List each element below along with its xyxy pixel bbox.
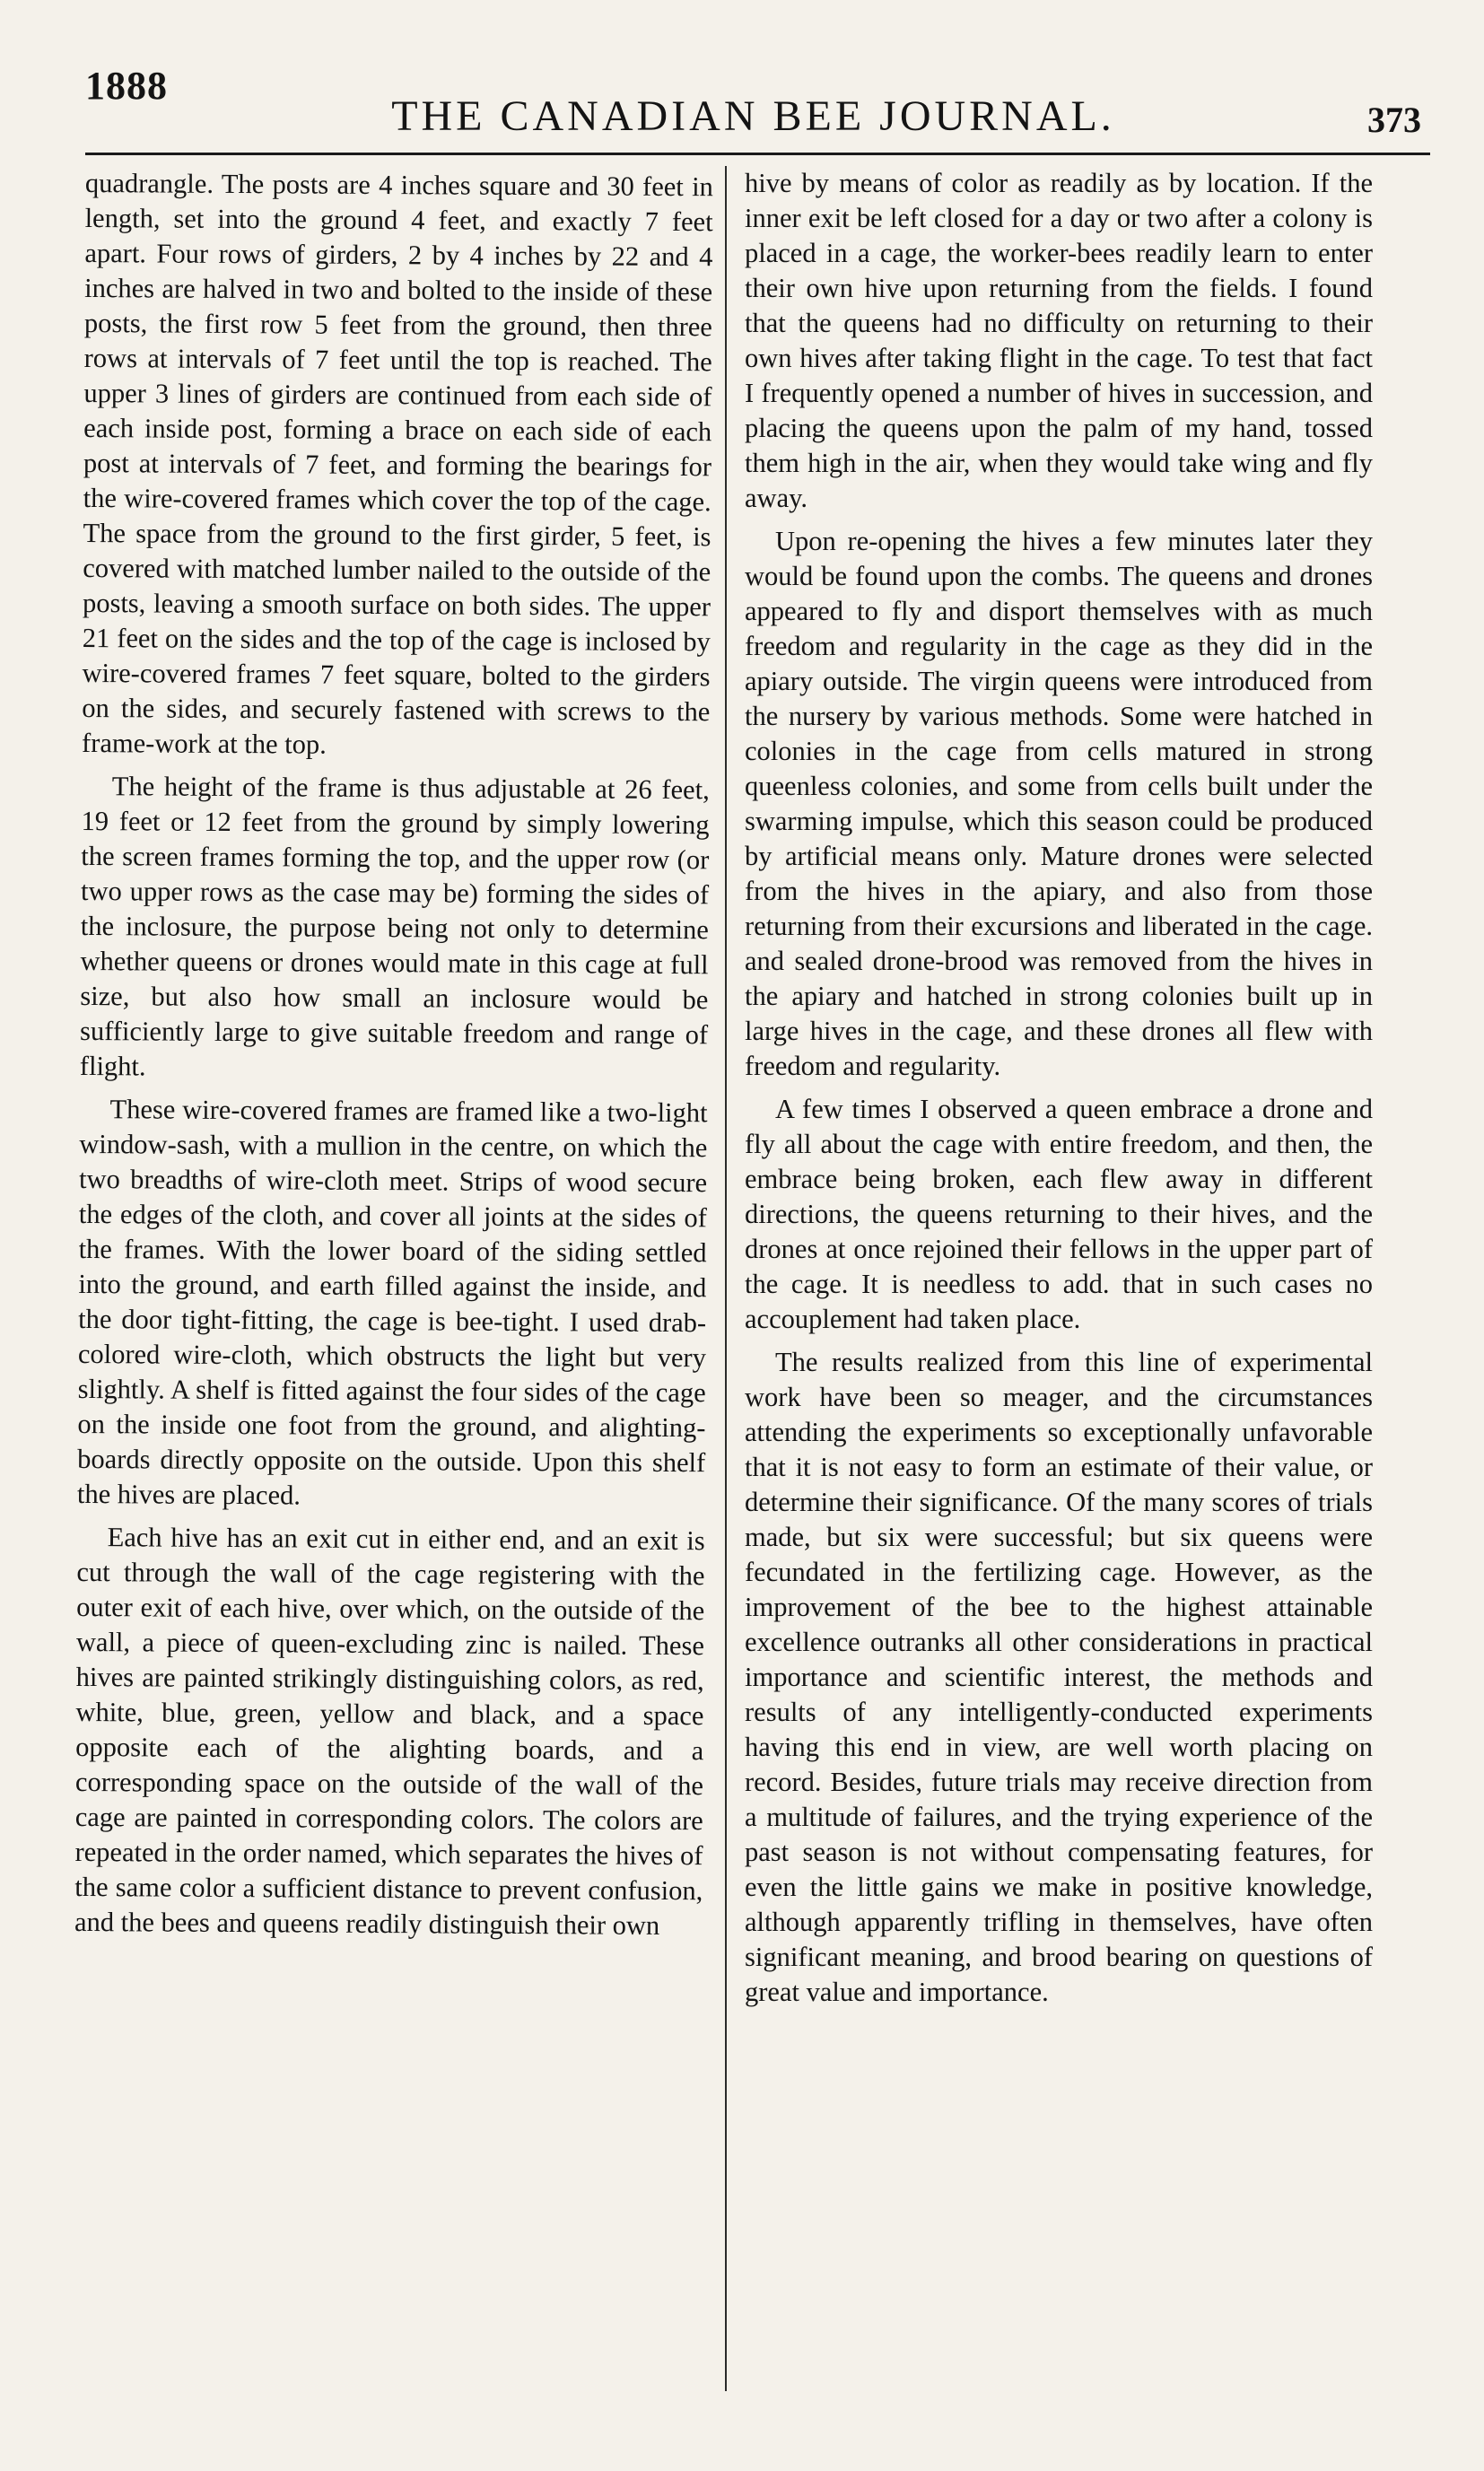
page-header [85, 63, 1421, 144]
journal-title: THE CANADIAN BEE JOURNAL. [391, 92, 1115, 140]
page-number: 373 [1367, 100, 1421, 140]
paragraph: Each hive has an exit cut in either end, and an exit is cut through the wall of the cage registering with the outer exit of each hive, over which, on the outside of the wall, a piece of queen-excluding zinc is nailed. These hives are painted strikingly distinguishing colors, as red, white, blue, green, yellow and black, and a space opposite each of the alighting boards, and a corresponding space on the outside of the wall of the cage are painted in corresponding colors. The colors are repeated in the order named, which separates the hives of the same color a sufficient distance to prevent confusion, and the bees and queens readily distinguish their own [74, 1522, 705, 1941]
paragraph: A few times I observed a queen embrace a drone and fly all about the cage with entire freedom, and then, the embrace being broken, each flew away in different directions, the queens returning to their hives, and the drones at once rejoined their fellows in the upper part of the cage. It is needless to add. that in such cases no accouplement had taken place. [745, 1094, 1373, 1334]
paragraph: These wire-covered frames are framed like a two-light window-sash, with a mullion in the centre, on which the two breadths of wire-cloth meet. Strips of wood secure the edges of the cloth, and cover all joints at the sides of the frames. With the lower board of the siding settled into the ground, and earth filled against the inside, and the door tight-fitting, the cage is bee-tight. I used drab-colored wire-cloth, which obstructs the light but very slightly. A shelf is fitted against the four sides of the cage on the inside one foot from the ground, and alighting-boards directly opposite on the outside. Upon this shelf the hives are placed. [76, 1094, 708, 1511]
header-year: 1888 [85, 64, 168, 108]
column-divider [725, 166, 727, 2391]
left-column [74, 166, 713, 1951]
paragraph: The results realized from this line of experimental work have been so meager, and the circumstances attending the experiments so exceptionally unfavorable that it is not easy to form an estimate of their value, or determine their significance. Of the many scores of trials made, but six were successful; but six queens were fecundated in the fertilizing cage. However, as the improvement of the bee to the highest attainable excellence outranks all other considerations in practical importance and scientific interest, the methods and results of any intelligently-conducted experiments having this end in view, are well worth placing on record. Besides, future trials may receive direction from a multitude of failures, and the trying experience of the past season is not without compensating features, for even the little gains we make in positive knowledge, although apparently trifling in themselves, have often significant meaning, and brood bearing on questions of great value and importance. [745, 1347, 1373, 2007]
header-rule [85, 153, 1430, 155]
paragraph: Upon re-opening the hives a few minutes later they would be found upon the combs. The queens and drones appeared to fly and disport themselves with as much freedom and regularity in the cage as they did in the apiary outside. The virgin queens were introduced from the nursery by various methods. Some were hatched in colonies in the cage from cells matured in strong queenless colonies, and some from cells built under the swarming impulse, which this season could be produced by artificial means only. Mature drones were selected from the hives in the apiary, and also from those returning from their excursions and liberated in the cage. and sealed drone-brood was removed from the hives in the apiary and hatched in strong colonies built up in large hives in the cage, and these drones all flew with freedom and regularity. [745, 526, 1373, 1081]
right-column [745, 166, 1373, 2018]
paragraph: quadrangle. The posts are 4 inches square and 30 feet in length, set into the ground 4 feet, and exactly 7 feet apart. Four rows of girders, 2 by 4 inches by 22 and 4 inches are halved in two and bolted to the inside of these posts, the first row 5 feet from the ground, then three rows at intervals of 7 feet until the top is reached. The upper 3 lines of girders are continued from each side of each inside post, forming a brace on each side of each post at intervals of 7 feet, and forming the bearings for the wire-covered frames which cover the top of the cage. The space from the ground to the first girder, 5 feet, is covered with matched lumber nailed to the outside of the posts, leaving a smooth surface on both sides. The upper 21 feet on the sides and the top of the cage is inclosed by wire-covered frames 7 feet square, bolted to the girders on the sides, and securely fastened with screws to the frame-work at the top. [81, 167, 713, 760]
paragraph: The height of the frame is thus adjustable at 26 feet, 19 feet or 12 feet from the ground by simply lowering the screen frames forming the top, and the upper row (or two upper rows as the case may be) forming the sides of the inclosure, the purpose being not only to determine whether queens or drones would mate in this cage at full size, but also how small an inclosure would be sufficiently large to give suitable freedom and range of flight. [79, 771, 710, 1082]
paragraph: hive by means of color as readily as by location. If the inner exit be left closed for a day or two after a colony is placed in a cage, the worker-bees readily learn to enter their own hive upon returning from the fields. I found that the queens had no difficulty on returning to their own hives after taking flight in the cage. To test that fact I frequently opened a number of hives in succession, and placing the queens upon the palm of my hand, tossed them high in the air, when they would take wing and fly away. [745, 168, 1373, 513]
